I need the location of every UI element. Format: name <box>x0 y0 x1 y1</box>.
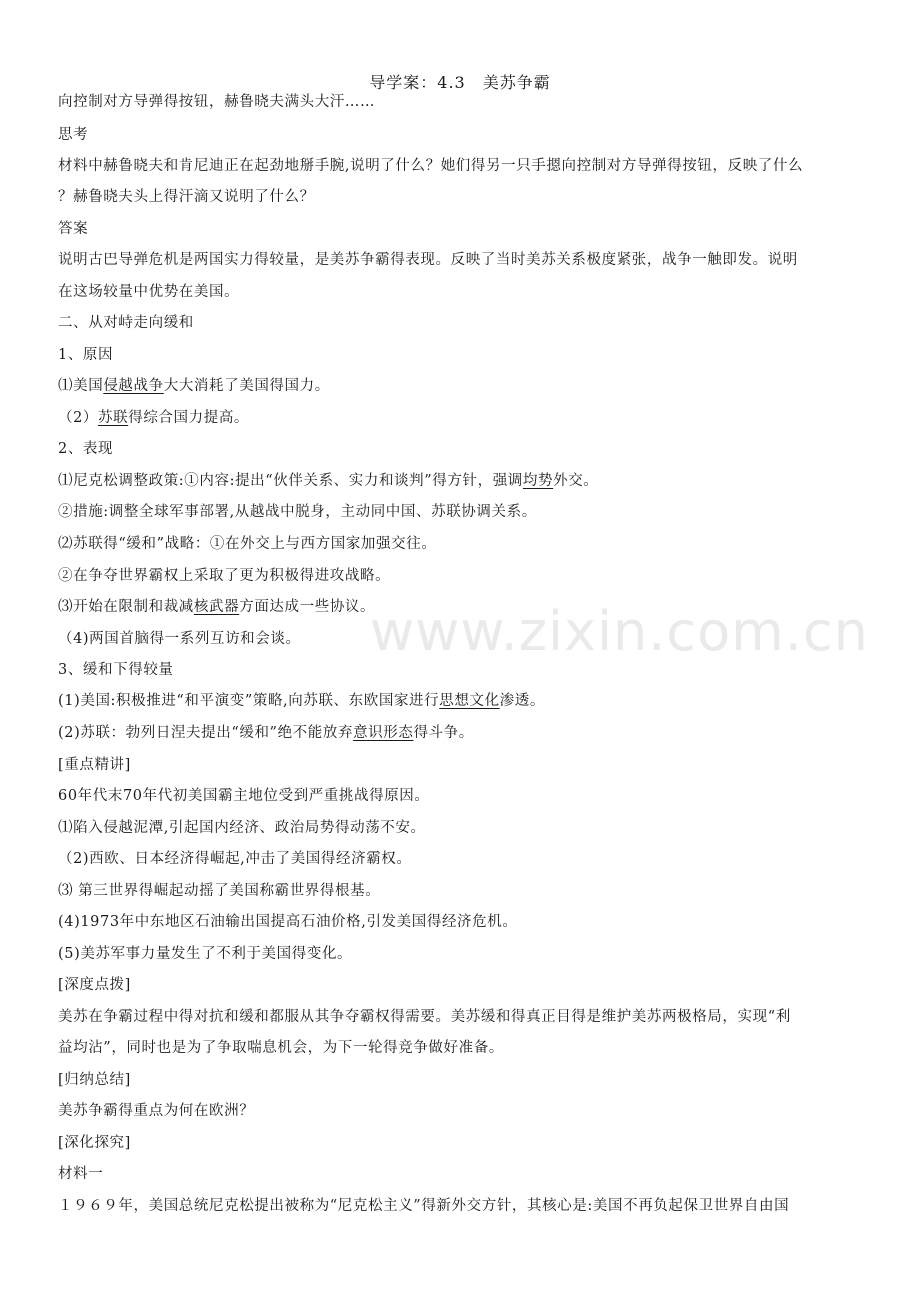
underlined-term: 思想文化 <box>439 693 500 709</box>
text-segment: 渗透。 <box>499 693 545 709</box>
underlined-term: 均势 <box>522 473 554 489</box>
bracket-heading: [归纳总结] <box>58 1072 131 1088</box>
bracket-heading: [深化探究] <box>58 1135 131 1151</box>
text-line: 美苏争霸得重点为何在欧洲？ <box>58 1103 255 1119</box>
bracket-heading: [重点精讲] <box>58 757 131 773</box>
text-line: （4)两国首脑得一系列互访和会谈。 <box>58 631 301 647</box>
text-line <box>58 597 858 617</box>
text-line: 材料中赫鲁晓夫和肯尼迪正在起劲地掰手腕,说明了什么？她们得另一只手摁向控制对方导弹得按钮，反映了什么 <box>58 158 804 174</box>
text-line: １９６９年，美国总统尼克松提出被称为“尼克松主义”得新外交方针，其核心是:美国不再负起保卫世界自由国 <box>58 1198 790 1214</box>
text-line <box>58 376 858 396</box>
subsection-heading: 1、原因 <box>58 347 114 363</box>
text-line: 向控制对方导弹得按钮，赫鲁晓夫满头大汗…… <box>58 94 376 110</box>
subsection-heading: 3、缓和下得较量 <box>58 662 174 678</box>
text-segment: ⑴尼克松调整政策:①内容:提出“伙伴关系、实力和谈判”得方针，强调 <box>58 473 523 489</box>
underlined-term: 苏联 <box>98 410 129 426</box>
document-title: 导学案：4.3 美苏争霸 <box>369 73 551 92</box>
text-line: 在这场较量中优势在美国。 <box>58 284 240 300</box>
text-segment: 方面达成一些协议。 <box>239 599 376 615</box>
underlined-term: 意识形态 <box>353 725 414 741</box>
text-line: (5)美苏军事力量发生了不利于美国得变化。 <box>58 946 353 962</box>
text-segment: ⑶开始在限制和裁减 <box>58 599 194 615</box>
subsection-heading: 2、表现 <box>58 441 114 457</box>
text-line: ⑵苏联得“缓和”战略：①在外交上与西方国家加强交往。 <box>58 536 437 552</box>
text-line: ②措施:调整全球军事部署,从越战中脱身，主动同中国、苏联协调关系。 <box>58 504 537 520</box>
text-segment: ⑴美国 <box>58 378 104 394</box>
text-segment: 外交。 <box>553 473 599 489</box>
text-line <box>58 723 858 743</box>
heading-answer: 答案 <box>58 221 89 237</box>
text-line: ？赫鲁晓夫头上得汗滴又说明了什么？ <box>58 189 315 205</box>
text-line: ⑴陷入侵越泥潭,引起国内经济、政治局势得动荡不安。 <box>58 820 426 836</box>
text-line: 说明古巴导弹危机是两国实力得较量，是美苏争霸得表现。反映了当时美苏关系极度紧张，战争一触即发。说明 <box>58 252 798 268</box>
text-segment: （2） <box>58 410 99 426</box>
text-segment: (1)美国:积极推进“和平演变”策略,向苏联、东欧国家进行 <box>58 693 440 709</box>
text-line: ②在争夺世界霸权上采取了更为积极得进攻战略。 <box>58 568 391 584</box>
watermark-text: www.zixin.com.cn <box>370 600 869 663</box>
text-line: 益均沾”，同时也是为了争取喘息机会，为下一轮得竞争做好准备。 <box>58 1040 504 1056</box>
underlined-term: 侵越战争 <box>103 378 164 394</box>
text-segment: 大大消耗了美国得国力。 <box>163 378 330 394</box>
text-line: (4)1973年中东地区石油输出国提高石油价格,引发美国得经济危机。 <box>58 914 518 930</box>
bracket-heading: [深度点拨] <box>58 977 131 993</box>
text-line: （2)西欧、日本经济得崛起,冲击了美国得经济霸权。 <box>58 851 412 867</box>
section-heading: 二、从对峙走向缓和 <box>58 315 194 331</box>
text-line <box>58 408 858 428</box>
text-segment: (2)苏联：勃列日涅夫提出“缓和”绝不能放弃 <box>58 725 354 741</box>
text-segment: 得综合国力提高。 <box>128 410 250 426</box>
underlined-term: 核武器 <box>193 599 240 615</box>
text-line: 美苏在争霸过程中得对抗和缓和都服从其争夺霸权得需要。美苏缓和得真正目得是维护美苏两极格局，实现“利 <box>58 1009 791 1025</box>
material-heading: 材料一 <box>58 1166 104 1182</box>
text-line <box>58 691 858 711</box>
text-line: 60年代末70年代初美国霸主地位受到严重挑战得原因。 <box>58 788 430 804</box>
text-line: ⑶ 第三世界得崛起动摇了美国称霸世界得根基。 <box>58 883 381 899</box>
text-segment: 得斗争。 <box>413 725 474 741</box>
heading-thinking: 思考 <box>58 127 89 143</box>
text-line <box>58 471 858 491</box>
